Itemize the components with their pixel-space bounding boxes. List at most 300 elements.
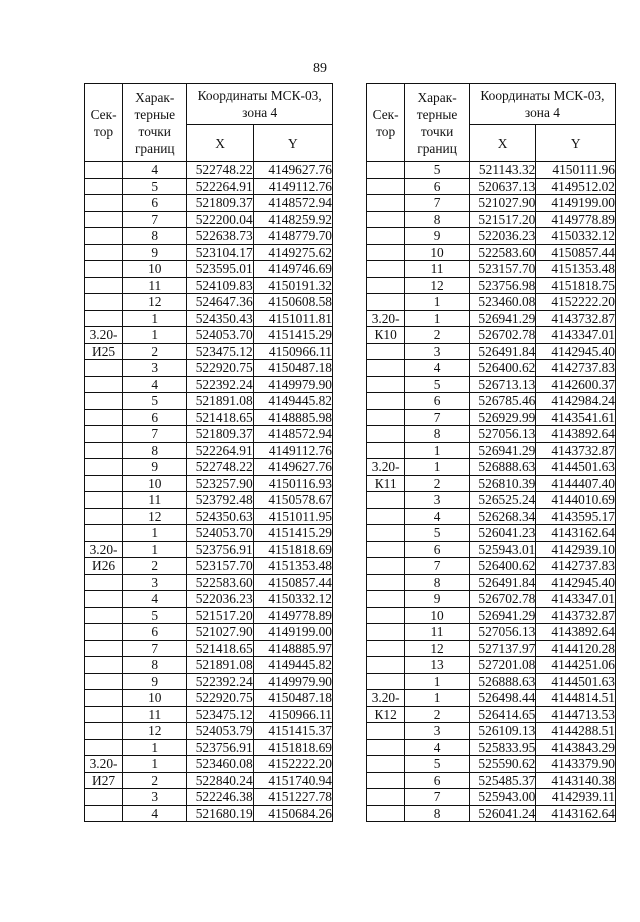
sector-cell bbox=[85, 426, 123, 443]
point-cell: 1 bbox=[123, 327, 187, 344]
table-row bbox=[367, 426, 616, 443]
x-coordinate-cell: 522748.22 bbox=[187, 162, 253, 179]
x-coordinate-cell: 526400.62 bbox=[469, 558, 536, 575]
point-cell: 10 bbox=[123, 261, 187, 278]
sector-cell bbox=[367, 772, 405, 789]
sector-cell bbox=[367, 376, 405, 393]
x-coordinate-cell: 522036.23 bbox=[469, 228, 536, 245]
sector-cell bbox=[367, 756, 405, 773]
table-row bbox=[367, 640, 616, 657]
point-cell: 5 bbox=[123, 607, 187, 624]
sector-cell bbox=[85, 393, 123, 410]
x-coordinate-cell: 526888.63 bbox=[469, 673, 536, 690]
sector-cell bbox=[367, 277, 405, 294]
x-coordinate-cell: 524350.63 bbox=[187, 508, 253, 525]
table-row bbox=[85, 789, 333, 806]
x-coordinate-cell: 521418.65 bbox=[187, 409, 253, 426]
point-cell: 4 bbox=[123, 591, 187, 608]
x-coordinate-cell: 524053.79 bbox=[187, 723, 253, 740]
point-cell: 5 bbox=[123, 178, 187, 195]
table-row bbox=[367, 310, 616, 327]
x-coordinate-cell: 527056.13 bbox=[469, 624, 536, 641]
x-coordinate-cell: 523257.90 bbox=[187, 475, 253, 492]
x-coordinate-cell: 522920.75 bbox=[187, 360, 253, 377]
point-cell: 1 bbox=[405, 294, 470, 311]
point-cell: 12 bbox=[405, 277, 470, 294]
sector-cell bbox=[367, 640, 405, 657]
point-cell: 10 bbox=[405, 607, 470, 624]
table-row bbox=[85, 475, 333, 492]
point-cell: 7 bbox=[405, 195, 470, 212]
y-coordinate-cell: 4144501.63 bbox=[536, 459, 616, 476]
sector-cell bbox=[85, 508, 123, 525]
point-cell: 5 bbox=[405, 162, 470, 179]
sector-cell bbox=[85, 739, 123, 756]
y-coordinate-cell: 4149112.76 bbox=[253, 442, 332, 459]
y-coordinate-cell: 4149199.00 bbox=[253, 624, 332, 641]
y-coordinate-cell: 4142939.10 bbox=[536, 541, 616, 558]
point-cell: 8 bbox=[405, 211, 470, 228]
point-cell: 5 bbox=[405, 756, 470, 773]
sector-cell bbox=[367, 673, 405, 690]
sector-cell bbox=[367, 525, 405, 542]
table-row bbox=[367, 690, 616, 707]
table-row bbox=[367, 442, 616, 459]
sector-cell bbox=[85, 442, 123, 459]
table-row bbox=[85, 294, 333, 311]
y-coordinate-cell: 4150487.18 bbox=[253, 360, 332, 377]
y-coordinate-cell: 4150608.58 bbox=[253, 294, 332, 311]
y-coordinate-cell: 4149445.82 bbox=[253, 657, 332, 674]
y-coordinate-cell: 4142737.83 bbox=[536, 558, 616, 575]
y-coordinate-cell: 4150116.93 bbox=[253, 475, 332, 492]
point-cell: 9 bbox=[405, 591, 470, 608]
point-cell: 8 bbox=[123, 657, 187, 674]
sector-cell bbox=[85, 591, 123, 608]
point-cell: 8 bbox=[123, 228, 187, 245]
sector-cell bbox=[367, 360, 405, 377]
sector-cell bbox=[85, 805, 123, 822]
sector-cell bbox=[85, 723, 123, 740]
x-coordinate-cell: 526041.24 bbox=[469, 805, 536, 822]
y-coordinate-cell: 4142737.83 bbox=[536, 360, 616, 377]
y-coordinate-cell: 4144120.28 bbox=[536, 640, 616, 657]
y-coordinate-cell: 4148885.98 bbox=[253, 409, 332, 426]
x-coordinate-cell: 526713.13 bbox=[469, 376, 536, 393]
table-row bbox=[85, 756, 333, 773]
x-coordinate-cell: 522264.91 bbox=[187, 178, 253, 195]
y-coordinate-cell: 4150191.32 bbox=[253, 277, 332, 294]
x-coordinate-cell: 526941.29 bbox=[469, 442, 536, 459]
point-cell: 1 bbox=[405, 459, 470, 476]
sector-cell: 3.20- bbox=[367, 310, 405, 327]
sector-cell bbox=[85, 574, 123, 591]
y-coordinate-cell: 4144251.06 bbox=[536, 657, 616, 674]
y-coordinate-cell: 4150332.12 bbox=[536, 228, 616, 245]
x-coordinate-cell: 527137.97 bbox=[469, 640, 536, 657]
point-cell: 4 bbox=[405, 360, 470, 377]
point-cell: 9 bbox=[123, 459, 187, 476]
sector-cell bbox=[85, 310, 123, 327]
sector-cell bbox=[367, 228, 405, 245]
table-row bbox=[367, 607, 616, 624]
table-row bbox=[85, 690, 333, 707]
sector-cell bbox=[85, 178, 123, 195]
x-coordinate-cell: 523756.91 bbox=[187, 541, 253, 558]
x-coordinate-cell: 522748.22 bbox=[187, 459, 253, 476]
table-row bbox=[367, 195, 616, 212]
table-row bbox=[85, 772, 333, 789]
x-coordinate-cell: 526810.39 bbox=[469, 475, 536, 492]
table-row bbox=[367, 376, 616, 393]
x-coordinate-cell: 522583.60 bbox=[469, 244, 536, 261]
table-row bbox=[85, 327, 333, 344]
x-coordinate-cell: 526041.23 bbox=[469, 525, 536, 542]
point-cell: 10 bbox=[123, 690, 187, 707]
table-row bbox=[367, 393, 616, 410]
x-coordinate-cell: 524647.36 bbox=[187, 294, 253, 311]
x-coordinate-cell: 522264.91 bbox=[187, 442, 253, 459]
point-cell: 1 bbox=[123, 756, 187, 773]
point-cell: 5 bbox=[123, 393, 187, 410]
table-row bbox=[367, 574, 616, 591]
y-coordinate-cell: 4142984.24 bbox=[536, 393, 616, 410]
point-cell: 1 bbox=[405, 673, 470, 690]
point-cell: 12 bbox=[123, 723, 187, 740]
sector-cell bbox=[85, 261, 123, 278]
sector-cell bbox=[85, 228, 123, 245]
sector-cell: 3.20- bbox=[85, 756, 123, 773]
sector-cell bbox=[85, 162, 123, 179]
header-coordinates: Координаты МСК-03, зона 4 bbox=[187, 84, 333, 125]
table-row bbox=[367, 409, 616, 426]
point-cell: 2 bbox=[405, 327, 470, 344]
point-cell: 7 bbox=[405, 558, 470, 575]
table-row bbox=[85, 277, 333, 294]
y-coordinate-cell: 4151818.69 bbox=[253, 541, 332, 558]
x-coordinate-cell: 526109.13 bbox=[469, 723, 536, 740]
y-coordinate-cell: 4151353.48 bbox=[536, 261, 616, 278]
x-coordinate-cell: 525943.00 bbox=[469, 789, 536, 806]
header-x: X bbox=[187, 125, 253, 162]
table-row bbox=[367, 772, 616, 789]
point-cell: 6 bbox=[405, 541, 470, 558]
x-coordinate-cell: 526491.84 bbox=[469, 574, 536, 591]
y-coordinate-cell: 4149112.76 bbox=[253, 178, 332, 195]
sector-cell bbox=[367, 657, 405, 674]
table-row bbox=[367, 789, 616, 806]
table-row bbox=[85, 360, 333, 377]
x-coordinate-cell: 523595.01 bbox=[187, 261, 253, 278]
point-cell: 2 bbox=[123, 343, 187, 360]
point-cell: 4 bbox=[405, 739, 470, 756]
point-cell: 2 bbox=[123, 558, 187, 575]
x-coordinate-cell: 522392.24 bbox=[187, 673, 253, 690]
sector-cell: 3.20- bbox=[367, 690, 405, 707]
x-coordinate-cell: 526888.63 bbox=[469, 459, 536, 476]
x-coordinate-cell: 522036.23 bbox=[187, 591, 253, 608]
x-coordinate-cell: 527056.13 bbox=[469, 426, 536, 443]
table-row bbox=[367, 294, 616, 311]
coordinates-table-left bbox=[84, 83, 333, 822]
table-row bbox=[367, 327, 616, 344]
sector-cell bbox=[85, 525, 123, 542]
y-coordinate-cell: 4149746.69 bbox=[253, 261, 332, 278]
y-coordinate-cell: 4151011.81 bbox=[253, 310, 332, 327]
y-coordinate-cell: 4143162.64 bbox=[536, 805, 616, 822]
y-coordinate-cell: 4143892.64 bbox=[536, 624, 616, 641]
point-cell: 7 bbox=[123, 211, 187, 228]
table-row bbox=[367, 525, 616, 542]
y-coordinate-cell: 4150857.44 bbox=[536, 244, 616, 261]
header-y: Y bbox=[536, 125, 616, 162]
sector-cell bbox=[367, 739, 405, 756]
y-coordinate-cell: 4142945.40 bbox=[536, 574, 616, 591]
table-row bbox=[367, 178, 616, 195]
sector-cell bbox=[85, 789, 123, 806]
x-coordinate-cell: 521891.08 bbox=[187, 657, 253, 674]
table-row bbox=[85, 393, 333, 410]
y-coordinate-cell: 4143843.29 bbox=[536, 739, 616, 756]
table-row bbox=[367, 459, 616, 476]
y-coordinate-cell: 4142600.37 bbox=[536, 376, 616, 393]
y-coordinate-cell: 4143595.17 bbox=[536, 508, 616, 525]
table-row bbox=[367, 244, 616, 261]
table-row bbox=[85, 162, 333, 179]
y-coordinate-cell: 4144010.69 bbox=[536, 492, 616, 509]
sector-cell bbox=[367, 343, 405, 360]
x-coordinate-cell: 526400.62 bbox=[469, 360, 536, 377]
point-cell: 5 bbox=[405, 376, 470, 393]
table-row bbox=[85, 525, 333, 542]
y-coordinate-cell: 4150857.44 bbox=[253, 574, 332, 591]
table-row bbox=[85, 492, 333, 509]
point-cell: 9 bbox=[123, 673, 187, 690]
y-coordinate-cell: 4148572.94 bbox=[253, 195, 332, 212]
table-row bbox=[85, 607, 333, 624]
x-coordinate-cell: 523756.98 bbox=[469, 277, 536, 294]
y-coordinate-cell: 4150578.67 bbox=[253, 492, 332, 509]
y-coordinate-cell: 4150487.18 bbox=[253, 690, 332, 707]
y-coordinate-cell: 4143379.90 bbox=[536, 756, 616, 773]
table-row bbox=[85, 739, 333, 756]
table-row bbox=[85, 310, 333, 327]
point-cell: 7 bbox=[405, 789, 470, 806]
sector-cell bbox=[367, 607, 405, 624]
table-row bbox=[85, 706, 333, 723]
x-coordinate-cell: 521680.19 bbox=[187, 805, 253, 822]
y-coordinate-cell: 4151818.75 bbox=[536, 277, 616, 294]
sector-cell bbox=[367, 393, 405, 410]
y-coordinate-cell: 4143140.38 bbox=[536, 772, 616, 789]
y-coordinate-cell: 4144501.63 bbox=[536, 673, 616, 690]
x-coordinate-cell: 526414.65 bbox=[469, 706, 536, 723]
table-row bbox=[85, 805, 333, 822]
y-coordinate-cell: 4143347.01 bbox=[536, 591, 616, 608]
y-coordinate-cell: 4148885.97 bbox=[253, 640, 332, 657]
x-coordinate-cell: 521027.90 bbox=[187, 624, 253, 641]
page-number: 89 bbox=[313, 61, 327, 76]
sector-cell bbox=[85, 244, 123, 261]
y-coordinate-cell: 4149445.82 bbox=[253, 393, 332, 410]
point-cell: 4 bbox=[405, 508, 470, 525]
x-coordinate-cell: 521891.08 bbox=[187, 393, 253, 410]
point-cell: 12 bbox=[405, 640, 470, 657]
table-row bbox=[85, 178, 333, 195]
table-row bbox=[367, 756, 616, 773]
x-coordinate-cell: 520637.13 bbox=[469, 178, 536, 195]
point-cell: 3 bbox=[405, 343, 470, 360]
table-row bbox=[367, 558, 616, 575]
header-points: Харак-терные точки границ bbox=[405, 84, 470, 162]
point-cell: 9 bbox=[405, 228, 470, 245]
y-coordinate-cell: 4143732.87 bbox=[536, 607, 616, 624]
point-cell: 1 bbox=[123, 739, 187, 756]
point-cell: 1 bbox=[405, 442, 470, 459]
coordinates-table-right bbox=[366, 83, 616, 822]
table-row bbox=[367, 508, 616, 525]
x-coordinate-cell: 522840.24 bbox=[187, 772, 253, 789]
point-cell: 11 bbox=[405, 261, 470, 278]
x-coordinate-cell: 523460.08 bbox=[469, 294, 536, 311]
x-coordinate-cell: 523104.17 bbox=[187, 244, 253, 261]
x-coordinate-cell: 524053.70 bbox=[187, 525, 253, 542]
point-cell: 2 bbox=[405, 475, 470, 492]
point-cell: 8 bbox=[405, 574, 470, 591]
table-row bbox=[85, 624, 333, 641]
y-coordinate-cell: 4152222.20 bbox=[253, 756, 332, 773]
sector-cell bbox=[367, 624, 405, 641]
point-cell: 4 bbox=[123, 805, 187, 822]
sector-cell: К10 bbox=[367, 327, 405, 344]
sector-cell bbox=[367, 558, 405, 575]
y-coordinate-cell: 4151415.29 bbox=[253, 525, 332, 542]
y-coordinate-cell: 4143892.64 bbox=[536, 426, 616, 443]
table-row bbox=[367, 723, 616, 740]
y-coordinate-cell: 4150684.26 bbox=[253, 805, 332, 822]
y-coordinate-cell: 4149199.00 bbox=[536, 195, 616, 212]
x-coordinate-cell: 523475.12 bbox=[187, 706, 253, 723]
point-cell: 10 bbox=[405, 244, 470, 261]
table-row bbox=[367, 805, 616, 822]
sector-cell bbox=[85, 294, 123, 311]
x-coordinate-cell: 525833.95 bbox=[469, 739, 536, 756]
x-coordinate-cell: 521143.32 bbox=[469, 162, 536, 179]
x-coordinate-cell: 526268.34 bbox=[469, 508, 536, 525]
sector-cell bbox=[367, 442, 405, 459]
y-coordinate-cell: 4151227.78 bbox=[253, 789, 332, 806]
y-coordinate-cell: 4143732.87 bbox=[536, 442, 616, 459]
point-cell: 11 bbox=[123, 492, 187, 509]
y-coordinate-cell: 4144814.51 bbox=[536, 690, 616, 707]
table-row bbox=[85, 228, 333, 245]
x-coordinate-cell: 524109.83 bbox=[187, 277, 253, 294]
y-coordinate-cell: 4149778.89 bbox=[253, 607, 332, 624]
sector-cell: И27 bbox=[85, 772, 123, 789]
point-cell: 6 bbox=[123, 409, 187, 426]
table-row bbox=[85, 640, 333, 657]
y-coordinate-cell: 4149512.02 bbox=[536, 178, 616, 195]
sector-cell bbox=[367, 195, 405, 212]
table-row bbox=[367, 591, 616, 608]
y-coordinate-cell: 4151011.95 bbox=[253, 508, 332, 525]
point-cell: 8 bbox=[405, 805, 470, 822]
x-coordinate-cell: 525485.37 bbox=[469, 772, 536, 789]
x-coordinate-cell: 524350.43 bbox=[187, 310, 253, 327]
table-row bbox=[367, 162, 616, 179]
point-cell: 3 bbox=[405, 723, 470, 740]
sector-cell bbox=[367, 294, 405, 311]
point-cell: 10 bbox=[123, 475, 187, 492]
x-coordinate-cell: 523157.70 bbox=[469, 261, 536, 278]
table-row bbox=[85, 261, 333, 278]
sector-cell: 3.20- bbox=[85, 541, 123, 558]
x-coordinate-cell: 526491.84 bbox=[469, 343, 536, 360]
y-coordinate-cell: 4143541.61 bbox=[536, 409, 616, 426]
sector-cell bbox=[85, 459, 123, 476]
x-coordinate-cell: 523157.70 bbox=[187, 558, 253, 575]
table-row bbox=[85, 343, 333, 360]
y-coordinate-cell: 4142939.11 bbox=[536, 789, 616, 806]
y-coordinate-cell: 4151353.48 bbox=[253, 558, 332, 575]
x-coordinate-cell: 522200.04 bbox=[187, 211, 253, 228]
table-row bbox=[85, 591, 333, 608]
sector-cell bbox=[85, 640, 123, 657]
sector-cell bbox=[367, 805, 405, 822]
y-coordinate-cell: 4149979.90 bbox=[253, 376, 332, 393]
y-coordinate-cell: 4149627.76 bbox=[253, 162, 332, 179]
x-coordinate-cell: 521517.20 bbox=[187, 607, 253, 624]
x-coordinate-cell: 524053.70 bbox=[187, 327, 253, 344]
y-coordinate-cell: 4151740.94 bbox=[253, 772, 332, 789]
x-coordinate-cell: 521418.65 bbox=[187, 640, 253, 657]
y-coordinate-cell: 4143732.87 bbox=[536, 310, 616, 327]
x-coordinate-cell: 521517.20 bbox=[469, 211, 536, 228]
point-cell: 2 bbox=[405, 706, 470, 723]
y-coordinate-cell: 4150966.11 bbox=[253, 343, 332, 360]
y-coordinate-cell: 4144407.40 bbox=[536, 475, 616, 492]
point-cell: 1 bbox=[405, 690, 470, 707]
point-cell: 7 bbox=[123, 640, 187, 657]
table-row bbox=[85, 376, 333, 393]
sector-cell bbox=[85, 475, 123, 492]
point-cell: 6 bbox=[123, 624, 187, 641]
point-cell: 11 bbox=[123, 277, 187, 294]
y-coordinate-cell: 4143347.01 bbox=[536, 327, 616, 344]
x-coordinate-cell: 523792.48 bbox=[187, 492, 253, 509]
sector-cell bbox=[367, 244, 405, 261]
point-cell: 4 bbox=[123, 376, 187, 393]
point-cell: 8 bbox=[123, 442, 187, 459]
sector-cell bbox=[367, 426, 405, 443]
point-cell: 6 bbox=[123, 195, 187, 212]
x-coordinate-cell: 526702.78 bbox=[469, 327, 536, 344]
table-row bbox=[367, 492, 616, 509]
x-coordinate-cell: 525943.01 bbox=[469, 541, 536, 558]
sector-cell: И26 bbox=[85, 558, 123, 575]
x-coordinate-cell: 526785.46 bbox=[469, 393, 536, 410]
table-row bbox=[367, 277, 616, 294]
point-cell: 12 bbox=[123, 294, 187, 311]
table-row bbox=[85, 442, 333, 459]
point-cell: 6 bbox=[405, 772, 470, 789]
sector-cell bbox=[85, 657, 123, 674]
y-coordinate-cell: 4150966.11 bbox=[253, 706, 332, 723]
point-cell: 1 bbox=[123, 541, 187, 558]
y-coordinate-cell: 4148259.92 bbox=[253, 211, 332, 228]
table-row bbox=[85, 211, 333, 228]
table-row bbox=[85, 409, 333, 426]
